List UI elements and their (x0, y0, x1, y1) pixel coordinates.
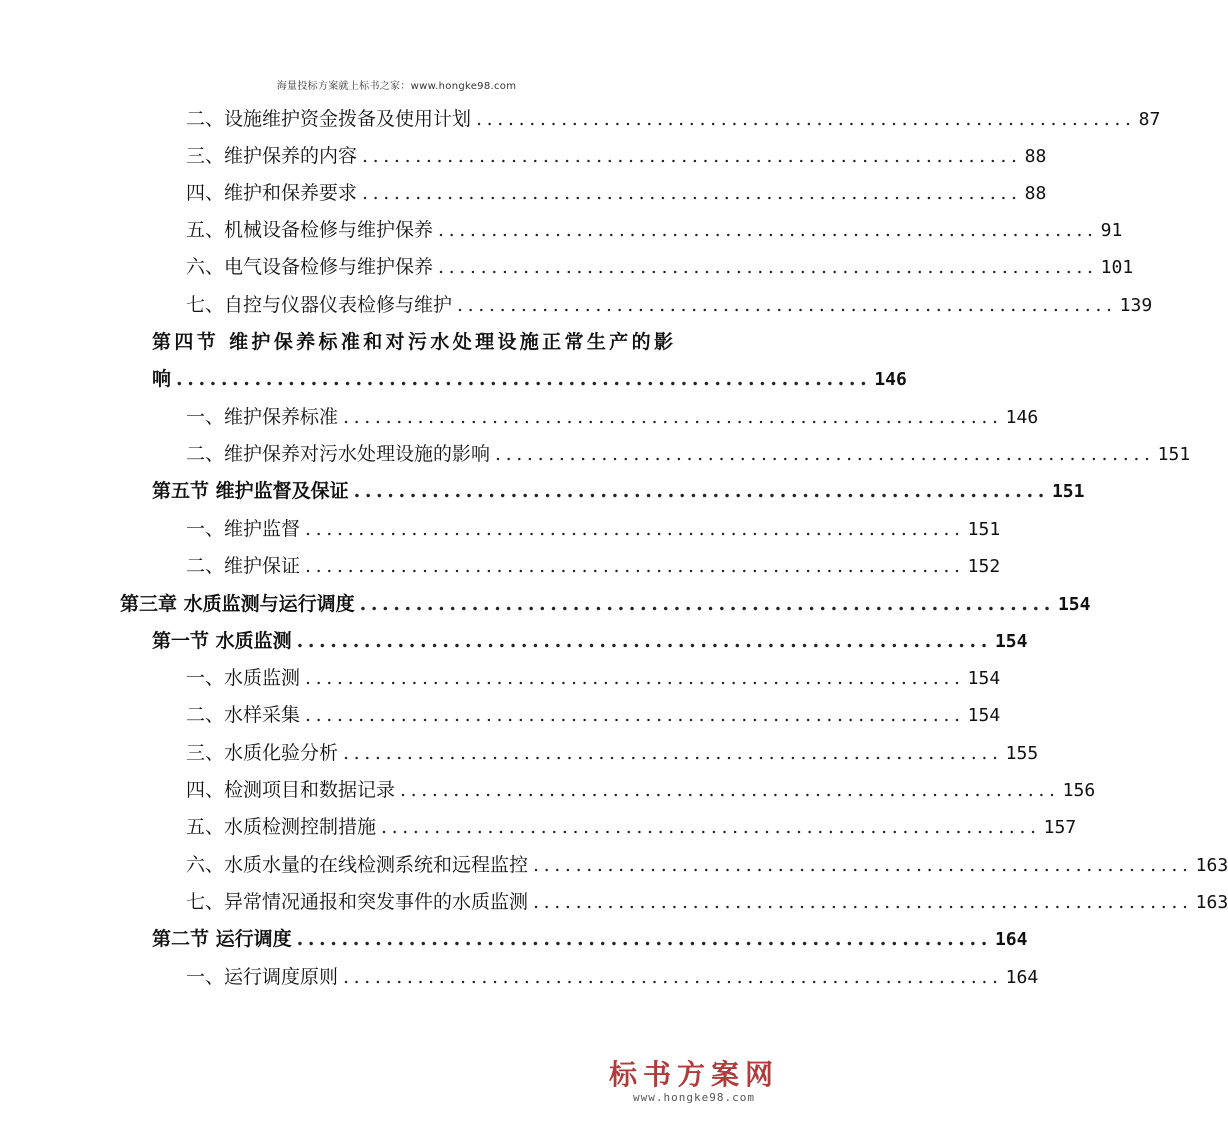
dot-leader: .............................................................. (353, 480, 1049, 502)
toc-entry-label: 一、维护保养标准 (186, 406, 339, 428)
toc-entry-label: 第五节 维护监督及保证 (152, 480, 349, 502)
toc-entry[interactable] (186, 138, 1047, 175)
toc-entry[interactable] (186, 697, 1001, 734)
toc-entry[interactable] (152, 361, 907, 398)
toc-entry-page: 157 (1043, 817, 1077, 838)
toc-entry-page: 88 (1024, 183, 1047, 204)
dot-leader: .............................................................. (533, 891, 1193, 913)
toc-entry-page: 87 (1138, 109, 1161, 130)
toc-entry-label: 第一节 水质监测 (152, 630, 292, 652)
toc-entry-page: 146 (874, 369, 907, 390)
toc-entry-label: 一、水质监测 (186, 667, 301, 689)
toc-entry-label: 五、水质检测控制措施 (186, 816, 377, 838)
toc-entry[interactable] (186, 847, 1228, 884)
toc-entry-page: 164 (1005, 967, 1039, 988)
dot-leader: .............................................................. (343, 406, 1003, 428)
dot-leader: .............................................................. (362, 145, 1022, 167)
toc-entry-label: 六、水质水量的在线检测系统和远程监控 (186, 854, 529, 876)
dot-leader: .............................................................. (476, 108, 1136, 130)
toc-entry-label: 一、维护监督 (186, 518, 301, 540)
toc-entry-label: 第三章 水质监测与运行调度 (120, 593, 355, 615)
toc-entry-page: 154 (1057, 594, 1091, 615)
dot-leader: .............................................................. (343, 966, 1003, 988)
toc-entry-label: 四、维护和保养要求 (186, 182, 358, 204)
toc-entry[interactable] (186, 249, 1134, 286)
toc-entry-page: 146 (1005, 407, 1039, 428)
toc-entry[interactable] (186, 772, 1096, 809)
dot-leader: .............................................................. (305, 518, 965, 540)
page-header: 海量投标方案就上标书之家：www.hongke98.com (276, 81, 517, 92)
toc-entry[interactable] (152, 623, 1028, 660)
toc-entry-page: 101 (1100, 257, 1134, 278)
dot-leader: .............................................................. (457, 294, 1117, 316)
dot-leader: .............................................................. (305, 704, 965, 726)
toc-entry-label: 七、异常情况通报和突发事件的水质监测 (186, 891, 529, 913)
toc-entry[interactable] (152, 921, 1028, 958)
dot-leader: .............................................................. (296, 630, 992, 652)
toc-entry-label: 五、机械设备检修与维护保养 (186, 219, 434, 241)
dot-leader: .............................................................. (305, 667, 965, 689)
toc-entry-page: 154 (967, 668, 1001, 689)
dot-leader: .............................................................. (359, 593, 1055, 615)
dot-leader: .............................................................. (381, 816, 1041, 838)
dot-leader: .............................................................. (176, 368, 872, 390)
toc-entry-page: 154 (967, 705, 1001, 726)
toc-entry[interactable] (152, 473, 1085, 510)
dot-leader: .............................................................. (438, 256, 1098, 278)
dot-leader: .............................................................. (495, 443, 1155, 465)
toc-entry-label: 四、检测项目和数据记录 (186, 779, 396, 801)
toc-entry-label: 三、维护保养的内容 (186, 145, 358, 167)
toc-entry-page: 91 (1100, 220, 1123, 241)
watermark-title: 标书方案网 (609, 1058, 780, 1091)
toc-entry-page: 163 (1195, 892, 1228, 913)
site-watermark (609, 1059, 779, 1104)
toc-entry-page: 154 (994, 631, 1028, 652)
toc-entry-page: 151 (967, 519, 1001, 540)
dot-leader: .............................................................. (533, 854, 1193, 876)
toc-entry-page: 156 (1062, 780, 1096, 801)
toc-entry[interactable] (186, 511, 1001, 548)
toc-entry-page: 155 (1005, 743, 1039, 764)
toc-entry[interactable] (186, 399, 1039, 436)
toc-entry-label: 七、自控与仪器仪表检修与维护 (186, 294, 453, 316)
toc-entry[interactable] (186, 287, 1153, 324)
toc-entry-label: 六、电气设备检修与维护保养 (186, 256, 434, 278)
toc-entry-page: 152 (967, 556, 1001, 577)
toc-entry-label: 响 (152, 368, 172, 390)
toc-entry[interactable] (120, 586, 1091, 623)
toc-entry[interactable] (186, 660, 1001, 697)
toc-entry-page: 163 (1195, 855, 1228, 876)
toc-entry-page: 139 (1119, 295, 1153, 316)
toc-entry-label: 三、水质化验分析 (186, 742, 339, 764)
toc-entry-label: 二、水样采集 (186, 704, 301, 726)
toc-entry[interactable] (186, 101, 1161, 138)
dot-leader: .............................................................. (296, 928, 992, 950)
toc-entry-page: 164 (994, 929, 1028, 950)
toc-entry[interactable] (186, 212, 1123, 249)
toc-entry-wrapped-line[interactable]: 第四节 维护保养标准和对污水处理设施正常生产的影 (152, 331, 673, 353)
toc-entry[interactable] (186, 959, 1039, 996)
toc-entry-label: 二、维护保证 (186, 555, 301, 577)
toc-entry[interactable] (186, 548, 1001, 585)
watermark-url: www.hongke98.com (633, 1091, 755, 1104)
dot-leader: .............................................................. (343, 742, 1003, 764)
toc-entry-page: 151 (1051, 481, 1085, 502)
dot-leader: .............................................................. (305, 555, 965, 577)
toc-entry-label: 一、运行调度原则 (186, 966, 339, 988)
toc-entry[interactable] (186, 884, 1228, 921)
toc-entry-page: 151 (1157, 444, 1191, 465)
dot-leader: .............................................................. (400, 779, 1060, 801)
toc-entry[interactable] (186, 175, 1047, 212)
dot-leader: .............................................................. (438, 219, 1098, 241)
toc-entry[interactable] (186, 436, 1191, 473)
toc-entry[interactable] (186, 809, 1077, 846)
toc-entry-label: 二、维护保养对污水处理设施的影响 (186, 443, 491, 465)
toc-entry-label: 二、设施维护资金拨备及使用计划 (186, 108, 472, 130)
dot-leader: .............................................................. (362, 182, 1022, 204)
toc-entry-page: 88 (1024, 146, 1047, 167)
toc-entry-label: 第二节 运行调度 (152, 928, 292, 950)
toc-entry[interactable] (186, 735, 1039, 772)
